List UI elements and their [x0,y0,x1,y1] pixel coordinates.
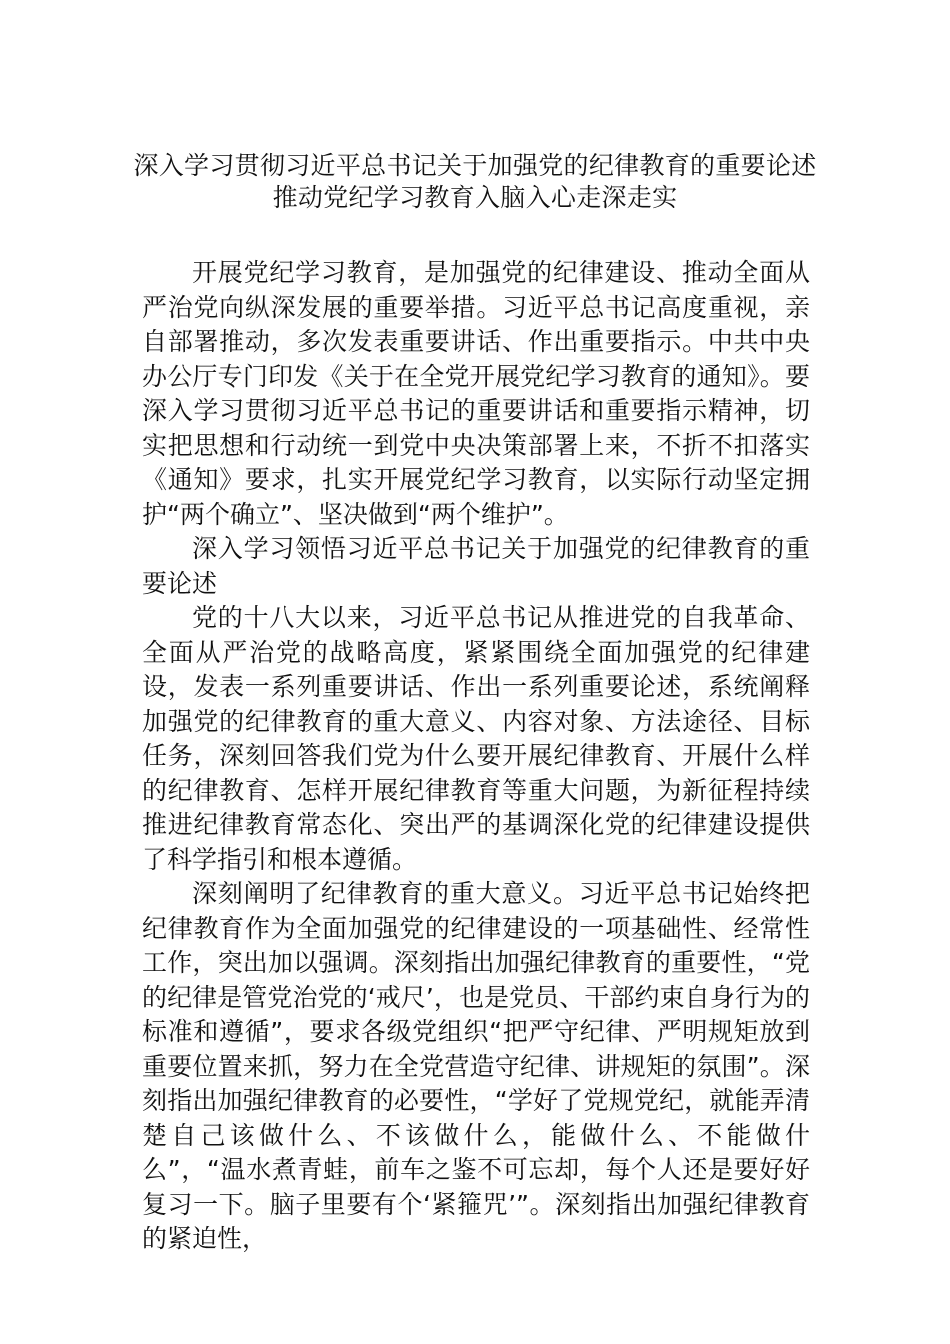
title-line-2: 推动党纪学习教育入脑入心走深走实 [272,183,678,212]
paragraph-intro: 开展党纪学习教育，是加强党的纪律建设、推动全面从严治党向纵深发展的重要举措。习近平总书记高度重视，亲自部署推动，多次发表重要讲话、作出重要指示。中共中央办公厅专门印发《关于在全党开展党纪学习教育的通知》。要深入学习贯彻习近平总书记的重要讲话和重要指示精神，切实把思想和行动统一到党中央决策部署上来，不折不扣落实《通知》要求，扎实开展党纪学习教育，以实际行动坚定拥护“两个确立”、坚决做到“两个维护”。 [142,258,810,529]
paragraph-overview: 党的十八大以来，习近平总书记从推进党的自我革命、全面从严治党的战略高度，紧紧围绕全面加强党的纪律建设，发表一系列重要讲话、作出一系列重要论述，系统阐释加强党的纪律教育的重大意义、内容对象、方法途径、目标任务，深刻回答我们党为什么要开展纪律教育、开展什么样的纪律教育、怎样开展纪律教育等重大问题，为新征程持续推进纪律教育常态化、突出严的基调深化党的纪律建设提供了科学指引和根本遵循。 [142,603,810,874]
document-body [142,256,810,1257]
section-heading: 深入学习领悟习近平总书记关于加强党的纪律教育的重要论述 [142,534,810,598]
document-title [120,150,830,214]
title-line-1: 深入学习贯彻习近平总书记关于加强党的纪律教育的重要论述 [133,151,817,180]
paragraph-significance: 深刻阐明了纪律教育的重大意义。习近平总书记始终把纪律教育作为全面加强党的纪律建设的一项基础性、经常性工作，突出加以强调。深刻指出加强纪律教育的重要性，“党的纪律是管党治党的‘戒尺’，也是党员、干部约束自身行为的标准和遵循”，要求各级党组织“把严守纪律、严明规矩放到重要位置来抓，努力在全党营造守纪律、讲规矩的氛围”。深刻指出加强纪律教育的必要性，“学好了党规党纪，就能弄清楚自己该做什么、不该做什么，能做什么、不能做什么”，“温水煮青蛙，前车之鉴不可忘却，每个人还是要好好复习一下。脑子里要有个‘紧箍咒’”。深刻指出加强纪律教育的紧迫性， [142,879,810,1253]
